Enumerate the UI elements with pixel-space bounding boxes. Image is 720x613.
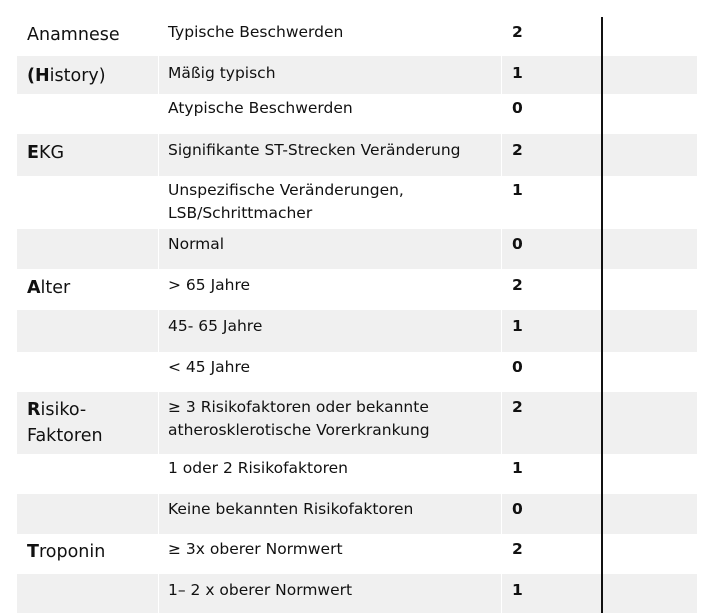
criterion-text: < 45 Jahre bbox=[168, 358, 251, 376]
table-row bbox=[17, 534, 697, 574]
table-row bbox=[17, 310, 697, 352]
points-value: 0 bbox=[512, 235, 523, 253]
points-value: 2 bbox=[512, 398, 523, 416]
points-value: 1 bbox=[512, 64, 523, 82]
criterion-text: Keine bekannten Risikofaktoren bbox=[168, 500, 414, 518]
criterion-text: 1– 2 x oberer Normwert bbox=[168, 581, 353, 599]
category-label: Troponin bbox=[27, 542, 106, 562]
points-value: 1 bbox=[512, 317, 523, 335]
table-row bbox=[17, 134, 697, 176]
points-value: 0 bbox=[512, 99, 523, 117]
criterion-text: > 65 Jahre bbox=[168, 276, 251, 294]
points-value: 2 bbox=[512, 141, 523, 159]
category-label: Anamnese bbox=[27, 25, 120, 45]
criterion-text: ≥ 3x oberer Normwert bbox=[168, 540, 343, 558]
table-row bbox=[17, 56, 697, 94]
criterion-text: Signifikante ST-Strecken Veränderung bbox=[168, 141, 461, 159]
table-row bbox=[17, 269, 697, 310]
table-row bbox=[17, 574, 697, 613]
criterion-text: 45- 65 Jahre bbox=[168, 317, 263, 335]
criterion-text: Atypische Beschwerden bbox=[168, 99, 353, 117]
category-label: Risiko- Faktoren bbox=[27, 400, 103, 446]
points-value: 0 bbox=[512, 500, 523, 518]
points-value: 1 bbox=[512, 459, 523, 477]
table-row bbox=[17, 94, 697, 134]
table-row bbox=[17, 14, 697, 56]
criterion-text: Mäßig typisch bbox=[168, 64, 276, 82]
category-label: (History) bbox=[27, 66, 106, 86]
table-row bbox=[17, 352, 697, 392]
table-row bbox=[17, 229, 697, 269]
table-row bbox=[17, 392, 697, 454]
criterion-text: Typische Beschwerden bbox=[168, 23, 344, 41]
category-label: EKG bbox=[27, 143, 65, 163]
points-value: 0 bbox=[512, 358, 523, 376]
table-row bbox=[17, 176, 697, 229]
points-value: 1 bbox=[512, 581, 523, 599]
points-value: 2 bbox=[512, 540, 523, 558]
criterion-text: 1 oder 2 Risikofaktoren bbox=[168, 459, 348, 477]
table-row bbox=[17, 454, 697, 494]
points-value: 1 bbox=[512, 181, 523, 199]
points-value: 2 bbox=[512, 23, 523, 41]
criterion-text: Normal bbox=[168, 235, 225, 253]
vertical-divider bbox=[601, 17, 603, 613]
points-value: 2 bbox=[512, 276, 523, 294]
table-row bbox=[17, 494, 697, 534]
category-label: Alter bbox=[27, 278, 71, 298]
criterion-text: ≥ 3 Risikofaktoren oder bekannte atherosklerotische Vorerkrankung bbox=[168, 398, 430, 439]
criterion-text: Unspezifische Veränderungen, LSB/Schrittmacher bbox=[168, 181, 404, 222]
